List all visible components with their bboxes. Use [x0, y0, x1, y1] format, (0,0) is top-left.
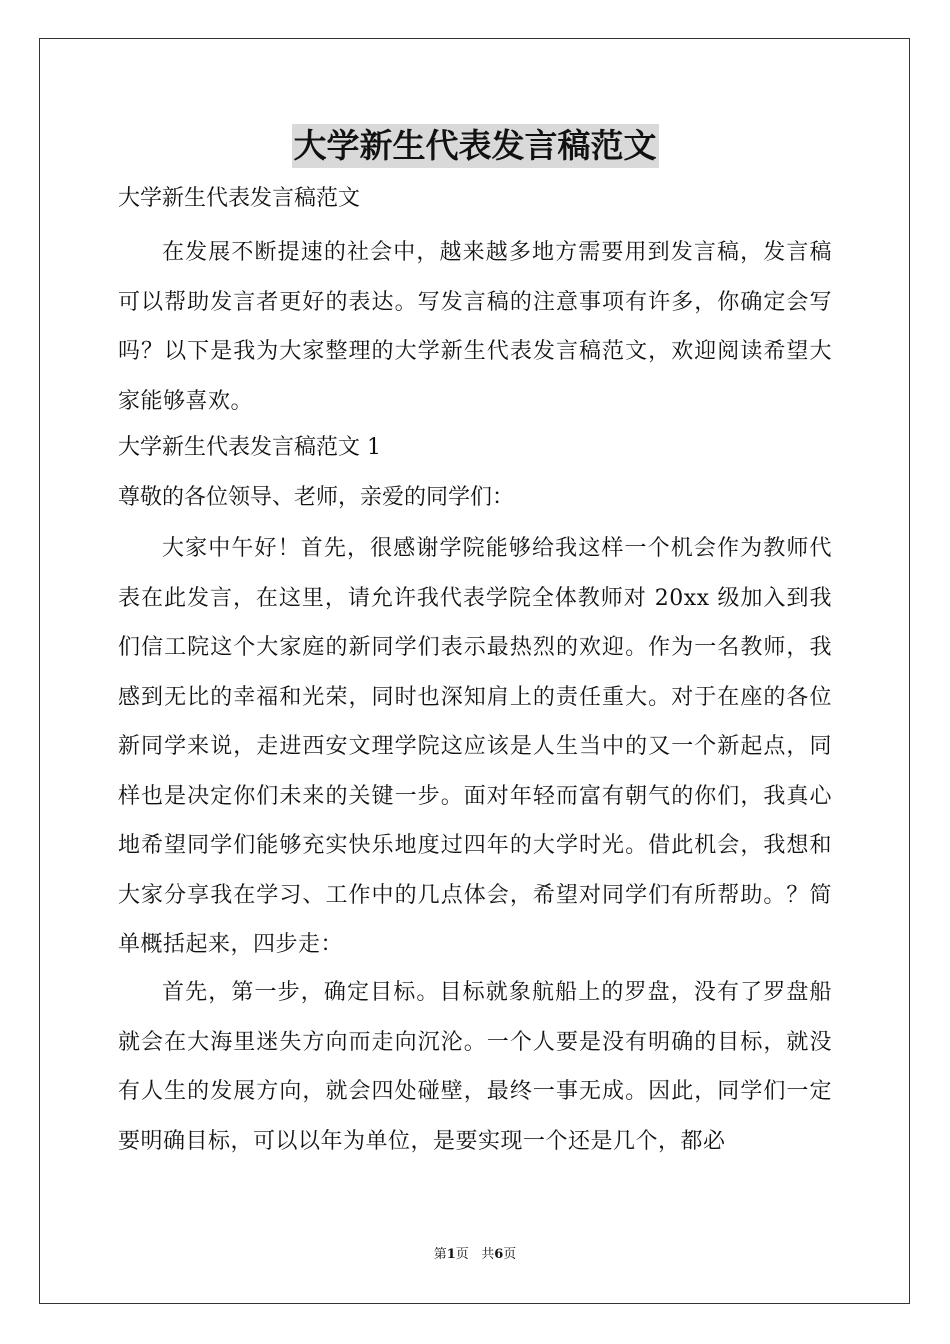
document-subtitle: 大学新生代表发言稿范文 [118, 186, 361, 211]
title-wrap [0, 124, 950, 168]
footer-total-prefix: 共 [481, 1247, 495, 1262]
salutation: 尊敬的各位领导、老师，亲爱的同学们： [118, 485, 515, 510]
section-heading: 大学新生代表发言稿范文 1 [118, 435, 381, 460]
footer-page-current: 1 [446, 1247, 456, 1262]
page-footer [0, 1246, 950, 1264]
footer-total-suffix: 页 [503, 1247, 517, 1262]
body-paragraph-1: 大家中午好！首先，很感谢学院能够给我这样一个机会作为教师代表在此发言，在这里，请允许我代表学院全体教师对 20xx 级加入到我们信工院这个大家庭的新同学们表示最热烈的欢迎。作为一名教师，我感到无比的幸福和光荣，同时也深知肩上的责任重大。对于在座的各位新同学来说，走进西安文理学院这应该是人生当中的又一个新起点，同样也是决定你们未来的关键一步。面对年轻而富有朝气的你们，我真心地希望同学们能够充实快乐地度过四年的大学时光。借此机会，我想和大家分享我在学习、工作中的几点体会，希望对同学们有所帮助。？简单概括起来，四步走： [118, 536, 832, 957]
intro-paragraph: 在发展不断提速的社会中，越来越多地方需要用到发言稿，发言稿可以帮助发言者更好的表达。写发言稿的注意事项有许多，你确定会写吗？以下是我为大家整理的大学新生代表发言稿范文，欢迎阅读希望大家能够喜欢。 [118, 240, 832, 414]
footer-page-prefix: 第 [433, 1247, 447, 1262]
document-title: 大学新生代表发言稿范文 [292, 124, 659, 168]
footer-page-total: 6 [494, 1247, 504, 1262]
footer-page-mid: 页 [455, 1247, 469, 1262]
body-paragraph-2: 首先，第一步，确定目标。目标就象航船上的罗盘，没有了罗盘船就会在大海里迷失方向而走向沉沦。一个人要是没有明确的目标，就没有人生的发展方向，就会四处碰壁，最终一事无成。因此，同学们一定要明确目标，可以以年为单位，是要实现一个还是几个，都必 [118, 980, 832, 1154]
